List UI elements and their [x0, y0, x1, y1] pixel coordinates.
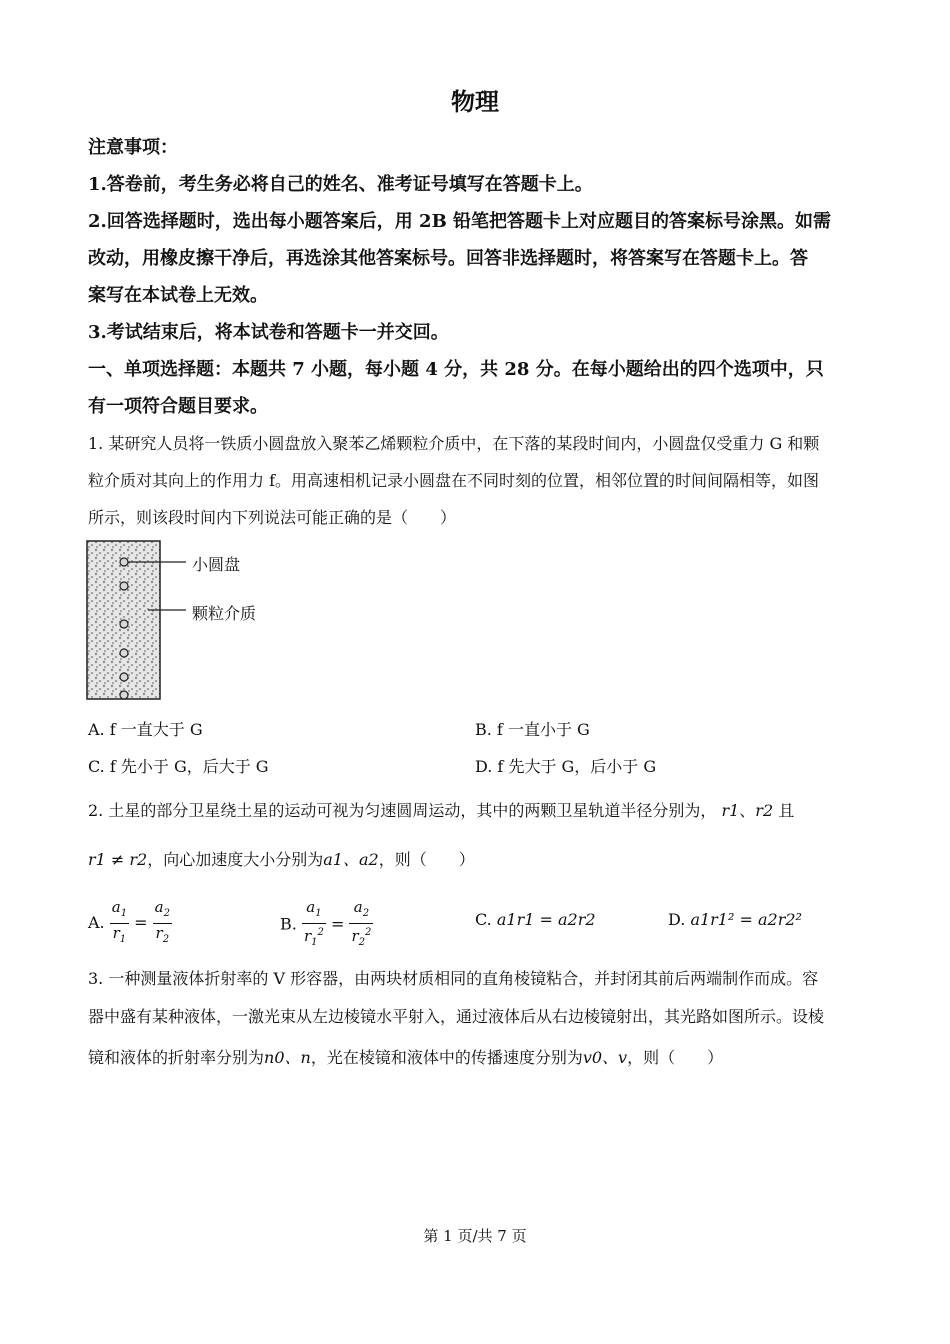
q1-line2: 粒介质对其向上的作用力 f。用高速相机记录小圆盘在不同时刻的位置，相邻位置的时间间隔相等，如图 — [88, 471, 820, 490]
q2-option-c-label: C. — [475, 910, 492, 929]
q1-line3: 所示，则该段时间内下列说法可能正确的是（ ） — [88, 508, 457, 527]
q2-option-d-expr: a1r1² = a2r2² — [690, 910, 802, 929]
disk-position — [120, 620, 128, 628]
notice-item-3: 3.考试结束后，将本试卷和答题卡一并交回。 — [88, 322, 449, 343]
q2-r-inequality: r1 ≠ r2 — [88, 850, 148, 869]
disk-position — [120, 558, 128, 566]
q1-option-a: A. f 一直大于 G — [88, 720, 203, 739]
q2-line1: 2. 土星的部分卫星绕土星的运动可视为匀速圆周运动，其中的两颗卫星轨道半径分别为， r1、r2 且 — [88, 801, 795, 820]
q2-line2-suffix: ，则（ ） — [378, 850, 475, 869]
q1-option-d: D. f 先大于 G，后小于 G — [475, 757, 657, 776]
q1-option-b: B. f 一直小于 G — [475, 720, 590, 739]
disk-position — [120, 673, 128, 681]
notice-item-1: 1.答卷前，考生务必将自己的姓名、准考证号填写在答题卡上。 — [88, 174, 593, 195]
q2-and: 且 — [778, 801, 795, 820]
q3-line3 — [88, 1045, 723, 1068]
q2-line2 — [88, 847, 475, 870]
q2-option-b: B. $\frac{a_1}{r_1^2}$ = $\frac{a_2}{r_2^2}$ — [280, 898, 373, 952]
q2-option-a-label: A. — [88, 913, 105, 932]
fraction: $\frac{a_2}{r_2}$ — [154, 898, 170, 945]
q2-r1: r1 — [721, 801, 740, 820]
section1-line2: 有一项符合题目要求。 — [88, 396, 268, 417]
disk-position — [120, 649, 128, 657]
page-title: 物理 — [451, 87, 499, 116]
fraction: $\frac{a_1}{r_1}$ — [111, 898, 128, 945]
q2-option-a: A. $\frac{a_1}{r_1}$ = $\frac{a_2}{r_2}$ — [88, 898, 172, 949]
q2-option-d-label: D. — [668, 910, 686, 929]
q2-a-pair: a1、a2 — [323, 850, 379, 869]
q2-option-b-label: B. — [280, 914, 297, 934]
q2-option-c — [475, 910, 596, 929]
fraction: $\frac{a_2}{r_2^2}$ — [351, 898, 372, 948]
notice-item-2-line1: 2.回答选择题时，选出每小题答案后，用 2B 铅笔把答题卡上对应题目的答案标号涂黑。如需 — [88, 211, 832, 232]
label-disk: 小圆盘 — [192, 555, 241, 574]
notice-item-2-line2: 改动，用橡皮擦干净后，再选涂其他答案标号。回答非选择题时，将答案写在答题卡上。答 — [88, 248, 808, 269]
q2-option-d — [668, 910, 802, 929]
disk-position — [120, 582, 128, 590]
q3-n-pair: n0、n — [264, 1048, 311, 1067]
q1-line1: 1. 某研究人员将一铁质小圆盘放入聚苯乙烯颗粒介质中，在下落的某段时间内，小圆盘仅受重力 G 和颗 — [88, 434, 820, 453]
q1-option-c: C. f 先小于 G，后大于 G — [88, 757, 269, 776]
section1-line1: 一、单项选择题：本题共 7 小题，每小题 4 分，共 28 分。在每小题给出的四个选项中，只 — [88, 359, 824, 380]
notice-item-2-line3: 案写在本试卷上无效。 — [88, 285, 268, 306]
q2-r2: r2 — [755, 801, 774, 820]
notice-heading: 注意事项： — [88, 137, 178, 158]
q3-line2: 器中盛有某种液体，一激光束从左边棱镜水平射入，通过液体后从右边棱镜射出，其光路如图所示。设棱 — [88, 1007, 825, 1026]
q2-line2-text: ，向心加速度大小分别为 — [147, 850, 324, 869]
q2-line1-text: 2. 土星的部分卫星绕土星的运动可视为匀速圆周运动，其中的两颗卫星轨道半径分别为， — [88, 801, 717, 820]
q3-line1: 3. 一种测量液体折射率的 V 形容器，由两块材质相同的直角棱镜粘合，并封闭其前后两端制作而成。容 — [88, 969, 819, 988]
q2-option-c-expr: a1r1 = a2r2 — [496, 910, 596, 929]
q3-line3-a: 镜和液体的折射率分别为 — [88, 1048, 265, 1067]
q3-line3-b: ，光在棱镜和液体中的传播速度分别为 — [310, 1048, 583, 1067]
q3-line3-c: ，则（ ） — [627, 1048, 724, 1067]
disk-position — [120, 691, 128, 699]
q3-v-pair: v0、v — [582, 1048, 628, 1067]
label-medium: 颗粒介质 — [192, 604, 257, 623]
fraction: $\frac{a_1}{r_1^2}$ — [303, 898, 324, 948]
page-footer: 第 1 页/共 7 页 — [423, 1227, 527, 1245]
